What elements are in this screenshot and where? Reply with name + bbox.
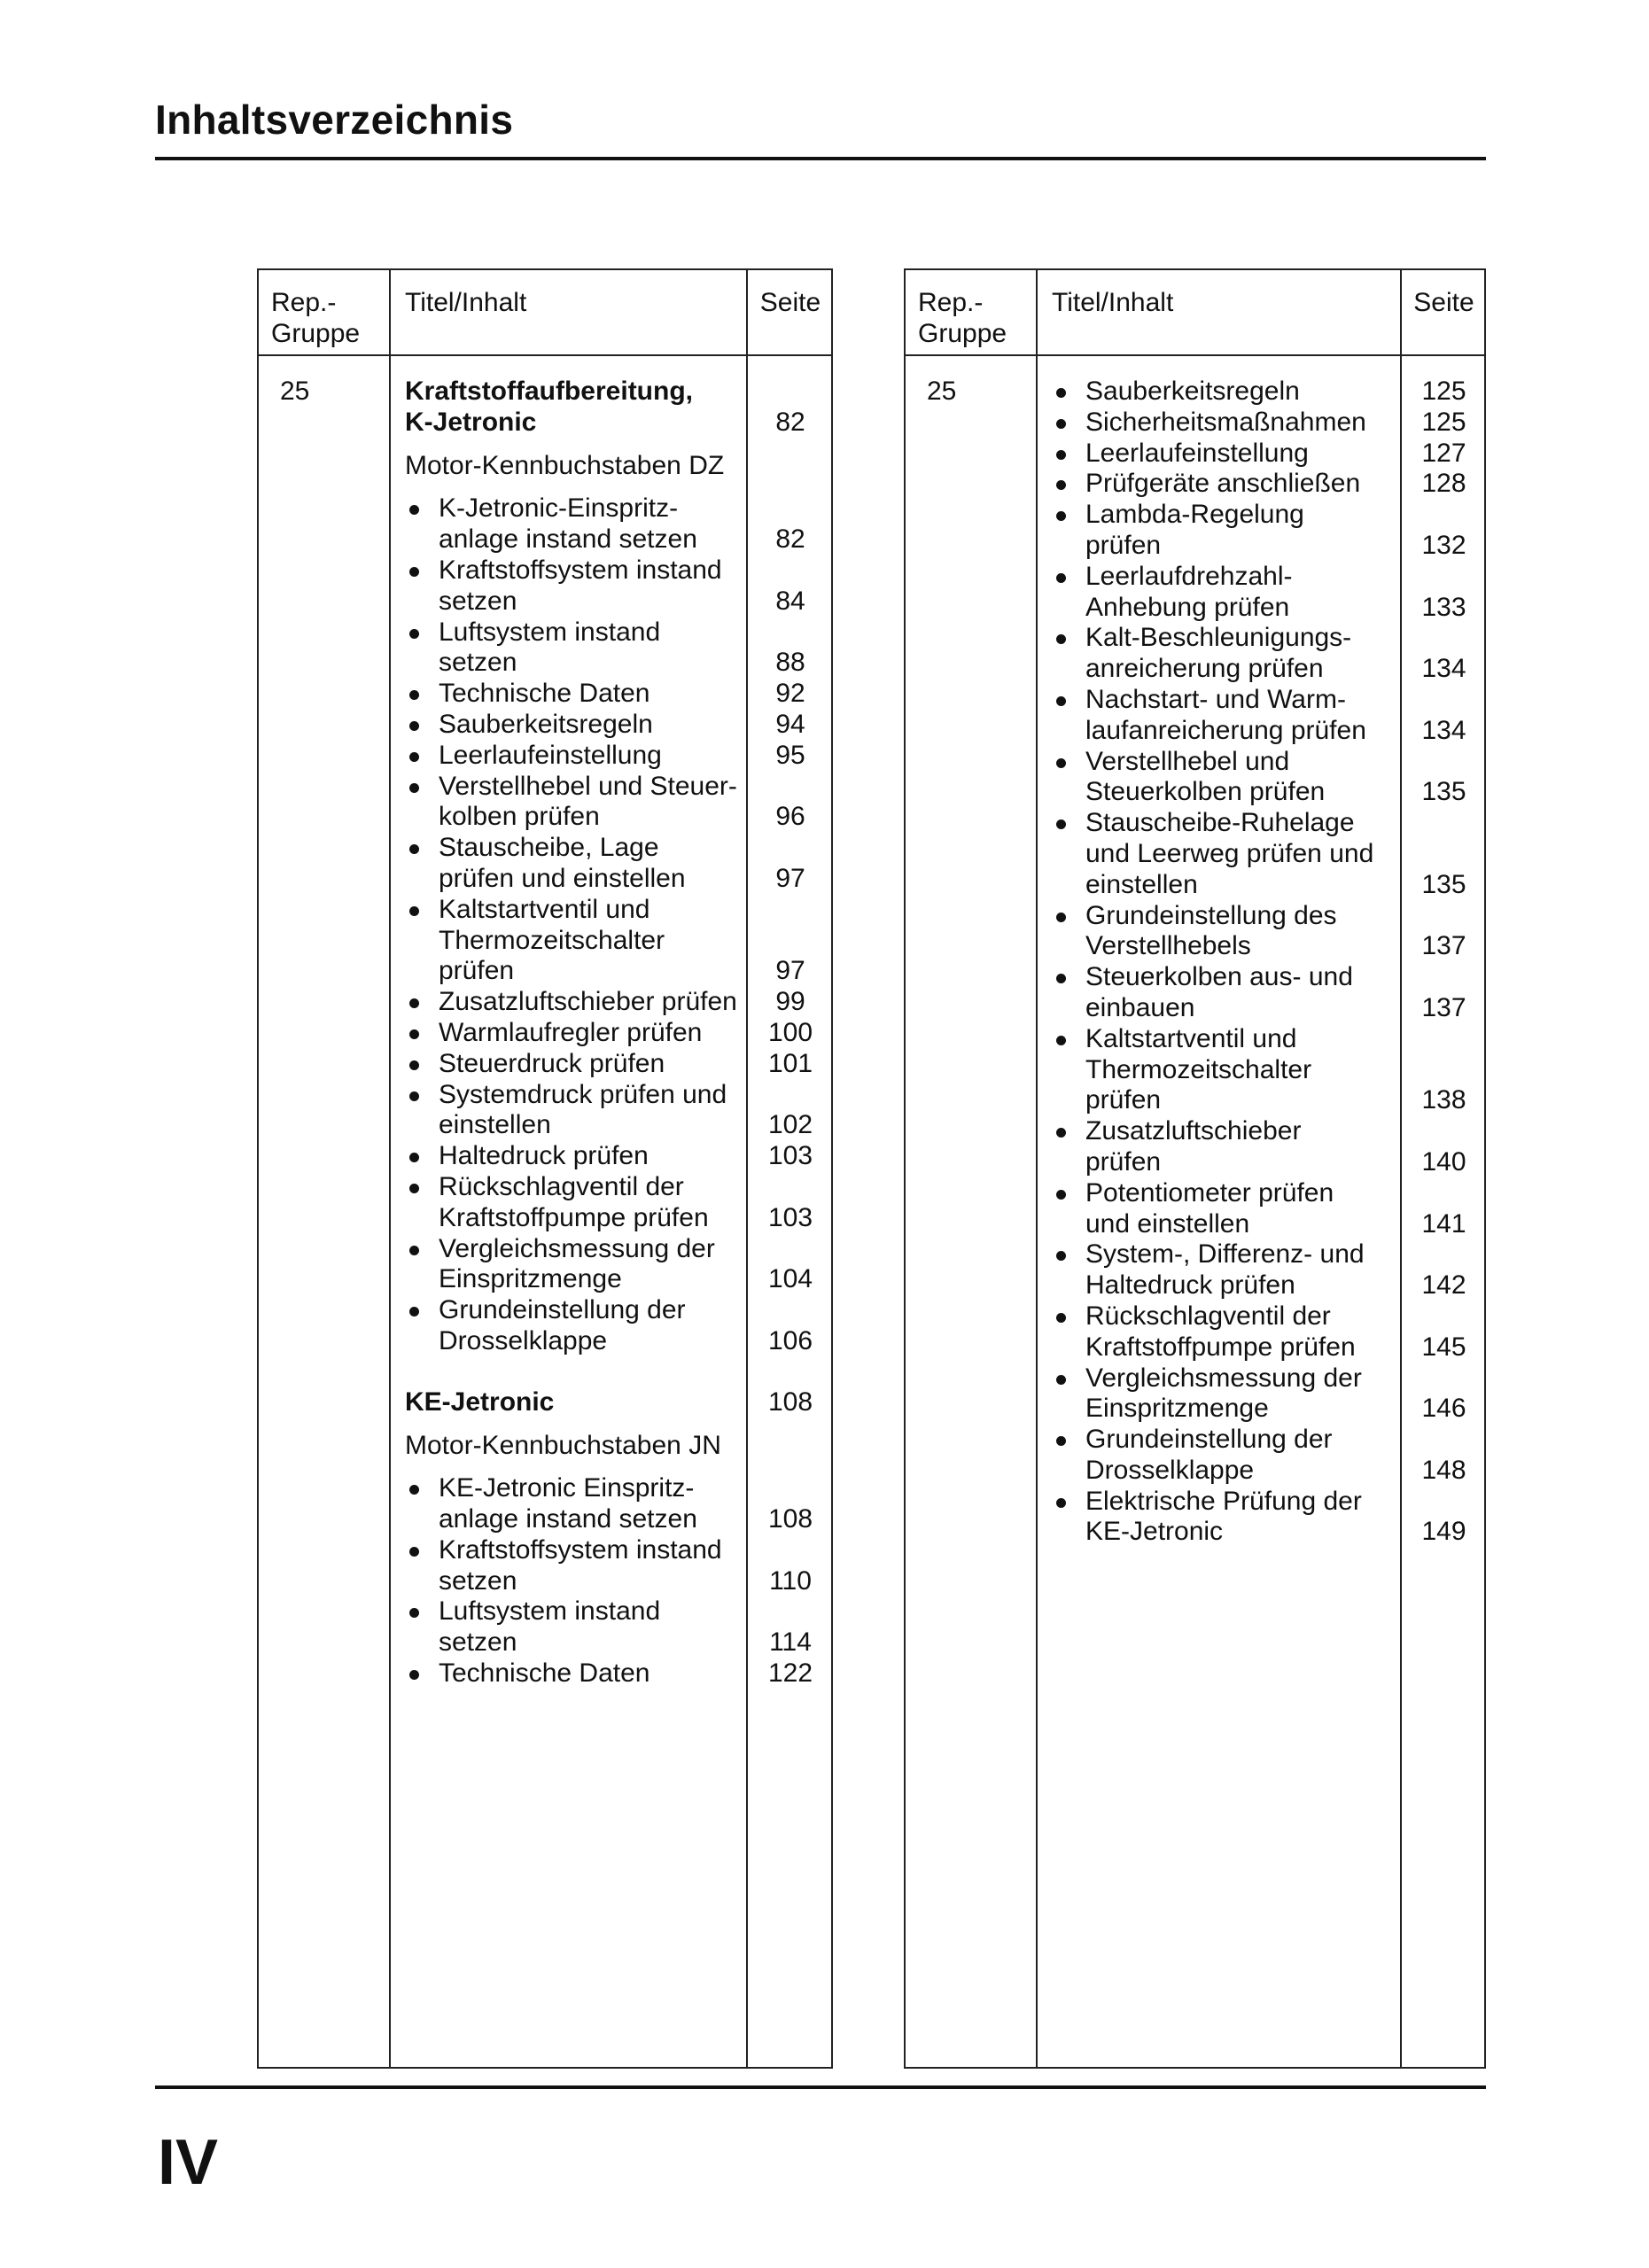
toc-entry xyxy=(405,1596,831,1658)
toc-entry-page: 82 xyxy=(775,407,805,437)
toc-entry-page: 138 xyxy=(1421,1085,1466,1115)
toc-entry-text: Steuerdruck prüfen xyxy=(439,1048,665,1078)
toc-entry-text: Steuerkolben aus- und einbauen xyxy=(1085,962,1353,1022)
toc-entry-text: Kaltstartventil und Thermozeitschalter prüfen xyxy=(1085,1023,1312,1115)
toc-entry xyxy=(405,772,831,834)
bullet-icon xyxy=(1056,1036,1066,1045)
top-rule xyxy=(155,157,1486,160)
toc-entry-page: 99 xyxy=(775,987,805,1017)
toc-entry xyxy=(405,833,831,895)
toc-entry-page: 134 xyxy=(1421,654,1466,684)
bullet-icon xyxy=(1056,1190,1066,1200)
toc-entry-text: Sicherheitsmaßnahmen xyxy=(1085,407,1366,437)
toc-section-heading xyxy=(405,1387,831,1418)
toc-entry-page: 108 xyxy=(767,1504,813,1534)
bullet-icon xyxy=(1056,1375,1066,1385)
toc-entry-text: KE-Jetronic Einspritz- anlage instand setzen xyxy=(439,1473,697,1534)
toc-entry-text: Prüfgeräte anschließen xyxy=(1085,469,1361,499)
bottom-rule xyxy=(155,2085,1486,2089)
toc-entry-text: Kraftstoffsystem instand setzen xyxy=(439,1534,722,1596)
toc-entry-text: Rückschlagventil der Kraftstoffpumpe prüfen xyxy=(439,1171,709,1232)
toc-entry-text: System-, Differenz- und Haltedruck prüfen xyxy=(1085,1239,1365,1301)
toc-entry xyxy=(1052,808,1484,900)
bullet-icon xyxy=(1056,450,1066,460)
toc-entry-text: Vergleichsmessung der Einspritzmenge xyxy=(1085,1363,1362,1424)
toc-entry-text: Motor-Kennbuchstaben JN xyxy=(405,1430,721,1460)
bullet-icon xyxy=(1056,1313,1066,1323)
toc-entry xyxy=(405,493,831,555)
toc-entry-page: 135 xyxy=(1421,869,1466,899)
toc-entry-page: 92 xyxy=(775,679,805,709)
toc-entry-text: KE-Jetronic xyxy=(405,1386,555,1417)
toc-entry-page: 148 xyxy=(1421,1455,1466,1485)
toc-entry-text: Kaltstartventil und Thermozeitschalter prüfen xyxy=(439,894,665,986)
toc-entry-page: 132 xyxy=(1421,530,1466,560)
toc-entry xyxy=(1052,408,1484,439)
toc-entry-text: Verstellhebel und Steuer- kolben prüfen xyxy=(439,771,737,832)
repair-group-number: 25 xyxy=(280,377,310,406)
toc-entry-text: Zusatzluftschieber prüfen xyxy=(439,987,737,1017)
toc-entry-page: 125 xyxy=(1421,407,1466,437)
toc-entry-text: Grundeinstellung der Drosselklappe xyxy=(1085,1425,1333,1485)
toc-entry-page: 127 xyxy=(1421,438,1466,468)
column-header-title: Titel/Inhalt xyxy=(405,288,527,317)
toc-entry-text: Lambda-Regelung prüfen xyxy=(1085,500,1304,560)
toc-entry-text: Motor-Kennbuchstaben DZ xyxy=(405,450,725,480)
toc-entry-page: 137 xyxy=(1421,992,1466,1022)
toc-entry-text: Leerlaufdrehzahl- Anhebung prüfen xyxy=(1085,561,1293,622)
toc-entry xyxy=(1052,1363,1484,1425)
bullet-icon xyxy=(1056,1498,1066,1508)
toc-entry-text: Sauberkeitsregeln xyxy=(439,709,653,739)
toc-entry-page: 102 xyxy=(767,1110,813,1140)
bullet-icon xyxy=(1056,696,1066,706)
toc-entry xyxy=(1052,747,1484,809)
toc-entry-text: Verstellhebel und Steuerkolben prüfen xyxy=(1085,746,1326,807)
toc-entry-page: 149 xyxy=(1421,1517,1466,1547)
toc-entry-text: Sauberkeitsregeln xyxy=(1085,377,1300,406)
toc-entry-page: 103 xyxy=(767,1141,813,1171)
bullet-icon xyxy=(409,752,419,762)
toc-section-heading xyxy=(405,377,831,439)
toc-entry-page: 125 xyxy=(1421,377,1466,406)
toc-entry xyxy=(1052,469,1484,500)
bullet-icon xyxy=(1056,388,1066,398)
toc-entry-page: 94 xyxy=(775,709,805,739)
toc-entry-text: Haltedruck prüfen xyxy=(439,1141,649,1171)
toc-entry-text: Nachstart- und Warm- laufanreicherung prüfen xyxy=(1085,684,1366,745)
toc-entry-text: Kraftstoffsystem instand setzen xyxy=(439,555,722,616)
bullet-icon xyxy=(409,783,419,793)
toc-entry-page: 84 xyxy=(775,586,805,616)
toc-entry-page: 134 xyxy=(1421,715,1466,745)
toc-table-left xyxy=(257,268,833,2069)
toc-entry xyxy=(405,617,831,680)
toc-entry-text: Luftsystem instand setzen xyxy=(439,617,661,678)
toc-table-right xyxy=(904,268,1486,2069)
toc-entry-page: 104 xyxy=(767,1264,813,1294)
toc-entry xyxy=(405,710,831,741)
toc-entry-text: Kalt-Beschleunigungs- anreicherung prüfen xyxy=(1085,623,1352,684)
toc-entry-text: Leerlaufeinstellung xyxy=(439,740,662,770)
toc-entry xyxy=(1052,377,1484,408)
toc-entry-text: Elektrische Prüfung der KE-Jetronic xyxy=(1085,1486,1362,1547)
toc-entry-text: Stauscheibe-Ruhelage und Leerweg prüfen und einstellen xyxy=(1085,808,1374,899)
toc-entry xyxy=(405,1018,831,1049)
column-header-title: Titel/Inhalt xyxy=(1052,288,1174,317)
toc-entries xyxy=(405,377,831,1689)
toc-entry-page: 95 xyxy=(775,740,805,770)
column-divider xyxy=(389,270,391,2067)
toc-entry-text: Grundeinstellung des Verstellhebels xyxy=(1085,900,1337,961)
toc-entry-text: Luftsystem instand setzen xyxy=(439,1596,661,1658)
toc-entry xyxy=(405,1535,831,1597)
toc-entry-page: 141 xyxy=(1421,1208,1466,1239)
toc-entry xyxy=(1052,962,1484,1024)
bullet-icon xyxy=(409,1246,419,1255)
column-divider xyxy=(1036,270,1038,2067)
toc-entry-page: 137 xyxy=(1421,931,1466,961)
bullet-icon xyxy=(409,1670,419,1680)
toc-entry xyxy=(405,1473,831,1535)
toc-entry-page: 100 xyxy=(767,1017,813,1047)
toc-entry xyxy=(1052,1301,1484,1363)
bullet-icon xyxy=(409,1060,419,1070)
toc-entry-page: 140 xyxy=(1421,1146,1466,1177)
toc-entry xyxy=(405,1658,831,1689)
toc-entry xyxy=(1052,1487,1484,1549)
toc-entry xyxy=(405,679,831,710)
toc-entry-text: K-Jetronic-Einspritz- anlage instand setzen xyxy=(439,493,697,555)
toc-entry xyxy=(405,1234,831,1296)
toc-entry-page: 88 xyxy=(775,648,805,678)
page-title: Inhaltsverzeichnis xyxy=(155,97,514,143)
toc-entry xyxy=(405,1049,831,1080)
bullet-icon xyxy=(409,567,419,577)
toc-entry xyxy=(1052,1116,1484,1178)
toc-entry xyxy=(1052,1425,1484,1487)
toc-entry-page: 145 xyxy=(1421,1332,1466,1362)
toc-entry xyxy=(1052,1178,1484,1240)
column-header-page: Seite xyxy=(759,288,821,317)
bullet-icon xyxy=(409,1029,419,1039)
toc-entry-text: Rückschlagventil der Kraftstoffpumpe prüfen xyxy=(1085,1301,1356,1362)
toc-entry-page: 103 xyxy=(767,1202,813,1232)
toc-entry xyxy=(405,987,831,1018)
bullet-icon xyxy=(1056,913,1066,922)
toc-entry xyxy=(405,1080,831,1142)
toc-entry-page: 110 xyxy=(769,1565,812,1596)
toc-entry xyxy=(1052,1024,1484,1116)
toc-entry-text: Technische Daten xyxy=(439,1658,650,1689)
toc-entry xyxy=(405,1141,831,1172)
toc-entry xyxy=(1052,685,1484,747)
column-header-group: Rep.- Gruppe xyxy=(271,288,361,348)
toc-entry xyxy=(405,451,831,482)
toc-entry-text: Leerlaufeinstellung xyxy=(1085,438,1309,468)
column-header-page: Seite xyxy=(1413,288,1474,317)
toc-entry-page: 133 xyxy=(1421,592,1466,622)
toc-entry-page: 135 xyxy=(1421,777,1466,807)
toc-entry xyxy=(1052,562,1484,624)
bullet-icon xyxy=(409,1547,419,1557)
toc-entry xyxy=(405,895,831,987)
toc-entry-page: 142 xyxy=(1421,1270,1466,1301)
toc-entry-page: 114 xyxy=(769,1627,812,1658)
toc-entry xyxy=(1052,439,1484,470)
toc-entry-page: 96 xyxy=(775,802,805,832)
toc-entry-page: 97 xyxy=(775,863,805,893)
bullet-icon xyxy=(409,721,419,731)
toc-entry xyxy=(405,1431,831,1462)
toc-entry xyxy=(405,1295,831,1357)
header-divider xyxy=(259,354,831,356)
toc-entry xyxy=(405,1172,831,1234)
toc-entry-page: 108 xyxy=(767,1386,813,1417)
bullet-icon xyxy=(1056,419,1066,429)
toc-entry-text: Kraftstoffaufbereitung, K-Jetronic xyxy=(405,377,693,437)
toc-entry-page: 97 xyxy=(775,956,805,986)
bullet-icon xyxy=(409,1184,419,1193)
toc-entry-text: Technische Daten xyxy=(439,679,650,709)
toc-entry xyxy=(1052,1239,1484,1301)
page-number: IV xyxy=(158,2127,219,2198)
toc-entry-page: 82 xyxy=(775,524,805,555)
toc-entry-page: 128 xyxy=(1421,469,1466,499)
header-divider xyxy=(906,354,1484,356)
toc-entry-text: Grundeinstellung der Drosselklappe xyxy=(439,1295,686,1355)
toc-entry-text: Warmlaufregler prüfen xyxy=(439,1017,703,1047)
toc-entry xyxy=(1052,500,1484,562)
toc-entry xyxy=(405,555,831,617)
toc-entry-page: 106 xyxy=(767,1325,813,1355)
toc-entry-text: Vergleichsmessung der Einspritzmenge xyxy=(439,1233,715,1294)
column-header-group: Rep.- Gruppe xyxy=(918,288,1007,348)
bullet-icon xyxy=(409,629,419,639)
bullet-icon xyxy=(1056,758,1066,768)
toc-entries xyxy=(1052,377,1484,1548)
toc-entry-text: Systemdruck prüfen und einstellen xyxy=(439,1079,727,1140)
toc-entry xyxy=(405,741,831,772)
toc-entry-text: Potentiometer prüfen und einstellen xyxy=(1085,1177,1334,1239)
toc-entry-page: 146 xyxy=(1421,1394,1466,1424)
toc-entry-text: Zusatzluftschieber prüfen xyxy=(1085,1116,1302,1177)
toc-entry xyxy=(1052,901,1484,963)
repair-group-number: 25 xyxy=(927,377,957,406)
toc-entry-text: Stauscheibe, Lage prüfen und einstellen xyxy=(439,833,686,893)
toc-entry xyxy=(1052,623,1484,685)
toc-entry-page: 101 xyxy=(767,1048,813,1078)
bullet-icon xyxy=(409,1091,419,1101)
bullet-icon xyxy=(409,906,419,916)
toc-entry-page: 122 xyxy=(767,1658,813,1689)
bullet-icon xyxy=(1056,573,1066,583)
